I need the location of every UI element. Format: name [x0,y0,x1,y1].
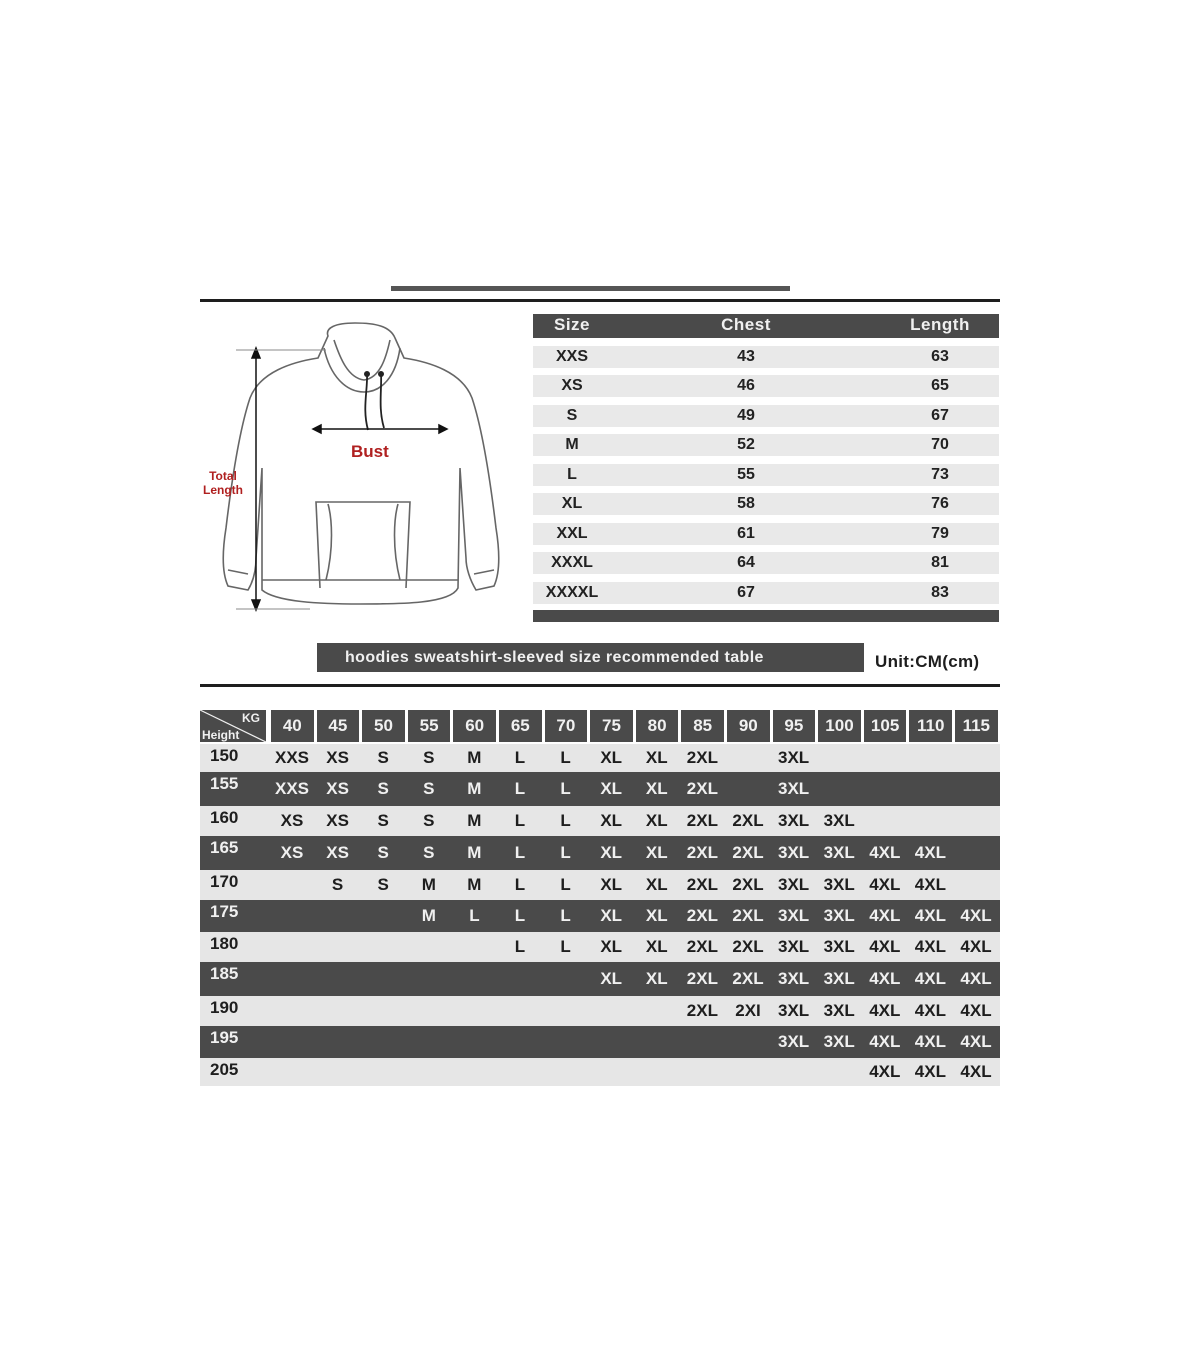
size-cell: XL [645,906,668,925]
size-cell: S [423,811,435,830]
size-cell: L [514,811,526,830]
weight-header-cell: 40 [271,710,314,742]
unit-label: Unit:CM(cm) [875,652,980,671]
size-cell: L [560,779,571,798]
size-cell: L [514,937,526,956]
size-cell: XL [600,748,623,767]
size-cell: S [377,748,389,767]
size-cell: 4XL [914,1062,946,1081]
height-cell: 185 [210,964,239,983]
table-row [200,870,1000,900]
size-cell: L [560,875,571,894]
size-cell: 4XL [914,937,946,956]
size-cell: M [467,748,482,767]
top-grey-bar [391,286,790,291]
chest-cell: 52 [737,436,755,453]
table-row [200,836,1000,870]
size-cell: XL [600,811,623,830]
size-cell: 3XL [823,811,855,830]
size-cell: 3XL [778,1001,810,1020]
size-cell: 4XL [960,1062,992,1081]
weight-header-cell: 70 [545,710,588,742]
size-cell: S [377,779,389,798]
size-cell: 3XL [778,843,810,862]
table-row [533,464,999,486]
chest-cell: 46 [737,377,755,394]
table-row [200,932,1000,962]
length-cell: 67 [931,406,949,424]
height-cell: 175 [210,902,239,921]
weight-header-cell: 95 [773,710,816,742]
size-cell: XL [600,906,623,925]
size-cell: 4XL [914,1032,946,1051]
size-cell: M [467,843,482,862]
size-cell: 2XL [686,811,718,830]
chest-cell: 67 [737,583,755,601]
total-label: Total [209,469,237,483]
weight-header-cell: 80 [636,710,679,742]
size-cell: 2XL [732,875,764,894]
size-cell: 4XL [914,843,946,862]
table-row [533,552,999,574]
size-cell: 3XL [778,937,810,956]
table-row [200,900,1000,932]
size-cell: XL [600,843,623,862]
size-cell: XL [600,969,623,988]
size-cell: 3XL [823,875,855,894]
size-cell: XXXL [551,554,593,571]
size-cell: XL [600,875,623,894]
size-cell: XL [645,937,668,956]
size-cell: 3XL [823,1001,855,1020]
weight-header-cell: 60 [453,710,496,742]
size-cell: S [566,406,578,424]
weight-header-cell: 115 [955,710,998,742]
size-cell: XXXXL [545,583,599,601]
size-cell: XXS [274,779,310,798]
size-cell: 3XL [778,969,810,988]
size-cell: 2XL [732,906,764,925]
height-cell: 160 [210,808,239,827]
size-cell: 4XL [960,937,992,956]
size-cell: 2XL [686,906,718,925]
length-cell: 73 [931,465,949,483]
size-cell: 2XL [686,843,718,862]
weight-header-cell: 105 [864,710,907,742]
size-cell: 2XL [732,811,764,830]
size-cell: M [467,811,482,830]
table-row [200,744,1000,772]
size-cell: 2XL [686,779,718,798]
table-row [533,346,999,368]
weight-header-cell: 50 [362,710,405,742]
table-row [200,962,1000,996]
weight-header-cell: 45 [317,710,360,742]
size-cell: S [377,811,389,830]
size-cell: XS [326,843,349,862]
size-cell: L [514,779,526,798]
size-cell: XS [280,811,304,830]
size-cell: S [377,875,389,894]
size-cell: L [514,875,526,894]
length-cell: 65 [931,377,949,394]
corner-kg-label: KG [242,711,260,725]
table-row [200,1058,1000,1086]
size-cell: XS [326,748,349,767]
size-cell: 3XL [778,779,810,798]
table-row [200,806,1000,836]
size-cell: 2XL [686,969,718,988]
size-cell: 3XL [778,748,810,767]
size-cell: L [469,906,480,925]
middle-divider [200,684,1000,687]
size-cell: M [565,436,579,453]
size-cell: L [514,906,526,925]
size-cell: XL [645,748,668,767]
size-cell: 2XL [732,937,764,956]
size-cell: M [421,875,436,894]
size-cell: XL [561,495,583,512]
size-cell: 3XL [778,906,810,925]
height-cell: 205 [210,1060,239,1079]
length-cell: 63 [931,347,949,365]
total-length-label [203,469,243,497]
size-cell: XL [600,779,623,798]
size-cell: XS [326,811,349,830]
size-cell: M [421,906,436,925]
size-cell: 2XL [686,748,718,767]
height-cell: 190 [210,998,239,1017]
size-cell: 3XL [778,875,810,894]
size-cell: 3XL [823,937,855,956]
table-row [533,582,999,604]
table-row [200,1026,1000,1058]
size-cell: XL [600,937,623,956]
size-cell: 4XL [869,937,901,956]
size-cell: L [567,465,577,483]
size-cell: L [514,748,526,767]
size-cell: 4XL [960,906,992,925]
header-chest: Chest [721,315,771,334]
size-cell: XS [280,843,304,862]
length-cell: 83 [931,583,949,601]
height-cell: 180 [210,934,239,953]
size-cell: 4XL [914,906,946,925]
size-cell: 3XL [778,1032,810,1051]
size-cell: 4XL [869,1001,901,1020]
size-cell: 2XL [686,875,718,894]
corner-height-label: Height [202,728,240,742]
size-cell: XXS [555,347,588,365]
table-row [533,434,999,456]
size-cell: S [423,748,435,767]
header-length: Length [910,315,970,334]
top-divider [200,299,1000,302]
chest-cell: 58 [737,495,755,512]
recommend-title: hoodies sweatshirt-sleeved size recommended table [317,643,864,672]
length-cell: 76 [931,495,949,512]
size-cell: M [467,875,482,894]
size-chart-table [533,314,999,604]
size-cell: 3XL [778,811,810,830]
size-cell: L [560,906,571,925]
size-cell: S [377,843,389,862]
size-cell: S [423,779,435,798]
table-row [533,523,999,545]
size-cell: XL [645,811,668,830]
size-cell: XS [326,779,349,798]
size-cell: XS [561,377,583,394]
chest-cell: 55 [737,465,755,483]
height-cell: 155 [210,774,239,793]
length-cell: 79 [931,524,949,542]
size-cell: 2XI [735,1001,761,1020]
size-chart-header [533,314,999,338]
chest-cell: 49 [737,406,755,424]
height-cell: 150 [210,746,239,765]
size-cell: 2XL [732,969,764,988]
length-label: Length [203,483,243,497]
height-cell: 195 [210,1028,239,1047]
length-cell: 70 [931,436,949,453]
size-cell: L [560,811,571,830]
size-cell: 2XL [686,937,718,956]
size-cell: 2XL [732,843,764,862]
chest-cell: 43 [737,347,755,365]
header-size: Size [553,315,591,334]
size-cell: 4XL [869,843,901,862]
size-cell: 4XL [960,1001,992,1020]
size-cell: 4XL [960,969,992,988]
size-cell: L [514,843,526,862]
table-row [200,772,1000,806]
weight-header-cell: 110 [909,710,952,742]
hoodie-diagram [200,318,520,618]
size-cell: 4XL [869,906,901,925]
height-cell: 165 [210,838,239,857]
chest-cell: 61 [737,524,755,542]
size-cell: XL [645,875,668,894]
size-cell: 4XL [960,1032,992,1051]
weight-header-cell: 75 [590,710,633,742]
size-cell: XXS [274,748,310,767]
size-cell: 2XL [686,1001,718,1020]
size-cell: XL [645,779,668,798]
size-cell: 3XL [823,969,855,988]
weight-header-cell: 55 [408,710,451,742]
weight-header-cell: 100 [818,710,861,742]
size-cell: 4XL [869,875,901,894]
table-row [533,493,999,515]
table-row [200,996,1000,1026]
size-cell: S [331,875,344,894]
chest-cell: 64 [737,554,755,571]
table-row [533,405,999,427]
recommend-table [200,710,1000,1081]
size-cell: 3XL [823,1032,855,1051]
weight-header-cell: 85 [681,710,724,742]
size-cell: L [560,937,571,956]
bust-label: Bust [351,442,389,461]
size-cell: 3XL [823,906,855,925]
size-cell: 4XL [869,1032,901,1051]
length-cell: 81 [931,554,949,571]
size-cell: M [467,779,482,798]
weight-header-cell: 65 [499,710,542,742]
size-cell: 4XL [914,1001,946,1020]
size-cell: 4XL [869,1062,901,1081]
size-cell: 3XL [823,843,855,862]
size-cell: 4XL [914,969,946,988]
size-cell: 4XL [869,969,901,988]
size-cell: L [560,748,571,767]
recommend-table-header [200,710,1000,742]
height-cell: 170 [210,872,239,891]
weight-header-cell: 90 [727,710,770,742]
size-cell: XXL [556,524,588,542]
size-chart-footer-bar [533,610,999,622]
size-cell: L [560,843,571,862]
size-cell: 4XL [914,875,946,894]
corner-cell [200,710,266,742]
size-cell: S [423,843,435,862]
size-cell: XL [645,969,668,988]
table-row [533,375,999,397]
size-cell: XL [645,843,668,862]
